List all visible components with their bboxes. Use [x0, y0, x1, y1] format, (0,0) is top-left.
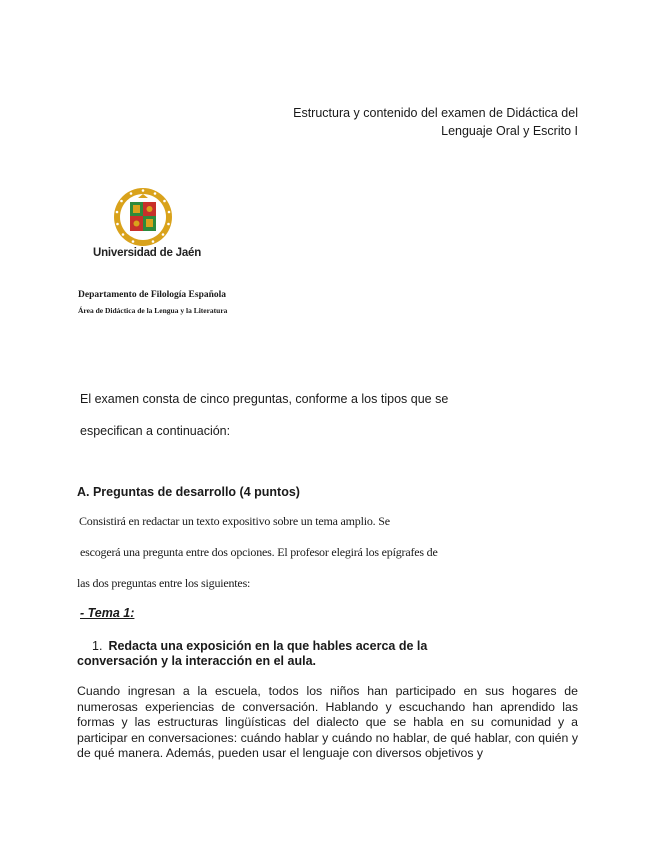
section-a-line-1: Consistirá en redactar un texto expositivo sobre un tema amplio. Se: [79, 514, 390, 528]
tema-1-label: - Tema 1:: [80, 606, 135, 620]
document-header: [218, 104, 578, 140]
section-a-line-2: escogerá una pregunta entre dos opciones. El profesor elegirá los epígrafes de: [80, 545, 438, 559]
header-title-line1: Estructura y contenido del examen de Didáctica del: [293, 106, 578, 120]
question-1-number: 1.: [92, 639, 103, 653]
section-a-line-3: las dos preguntas entre los siguientes:: [77, 576, 251, 590]
question-1: [77, 639, 477, 669]
header-title-line2: Lenguaje Oral y Escrito I: [441, 124, 578, 138]
body-paragraph: Cuando ingresan a la escuela, todos los niños han participado en sus hogares de numerosas experiencias de conversación. Hablando y escuchando han aprendido las formas y las estructuras lingüísticas del dialecto que se habla en su comunidad y a participar en conversaciones: cuándo hablar y cuándo no hablar, de qué hablar, con quién y de qué manera. Además, pueden usar el lenguaje con diversos objetivos y: [77, 684, 578, 760]
section-a-heading: A. Preguntas de desarrollo (4 puntos): [77, 485, 300, 499]
department-area: Área de Didáctica de la Lengua y la Literatura: [78, 306, 228, 315]
intro-line-2: especifican a continuación:: [80, 424, 231, 438]
university-name: Universidad de Jaén: [93, 247, 202, 259]
university-seal-logo: [112, 186, 174, 248]
intro-line-1: El examen consta de cinco preguntas, conforme a los tipos que se: [80, 392, 449, 406]
question-1-line-2: conversación y la interacción en el aula.: [77, 654, 316, 668]
question-1-line-1: Redacta una exposición en la que hables acerca de la: [108, 639, 428, 653]
seal-shield: [130, 202, 156, 231]
department-name: Departamento de Filología Española: [78, 290, 227, 300]
